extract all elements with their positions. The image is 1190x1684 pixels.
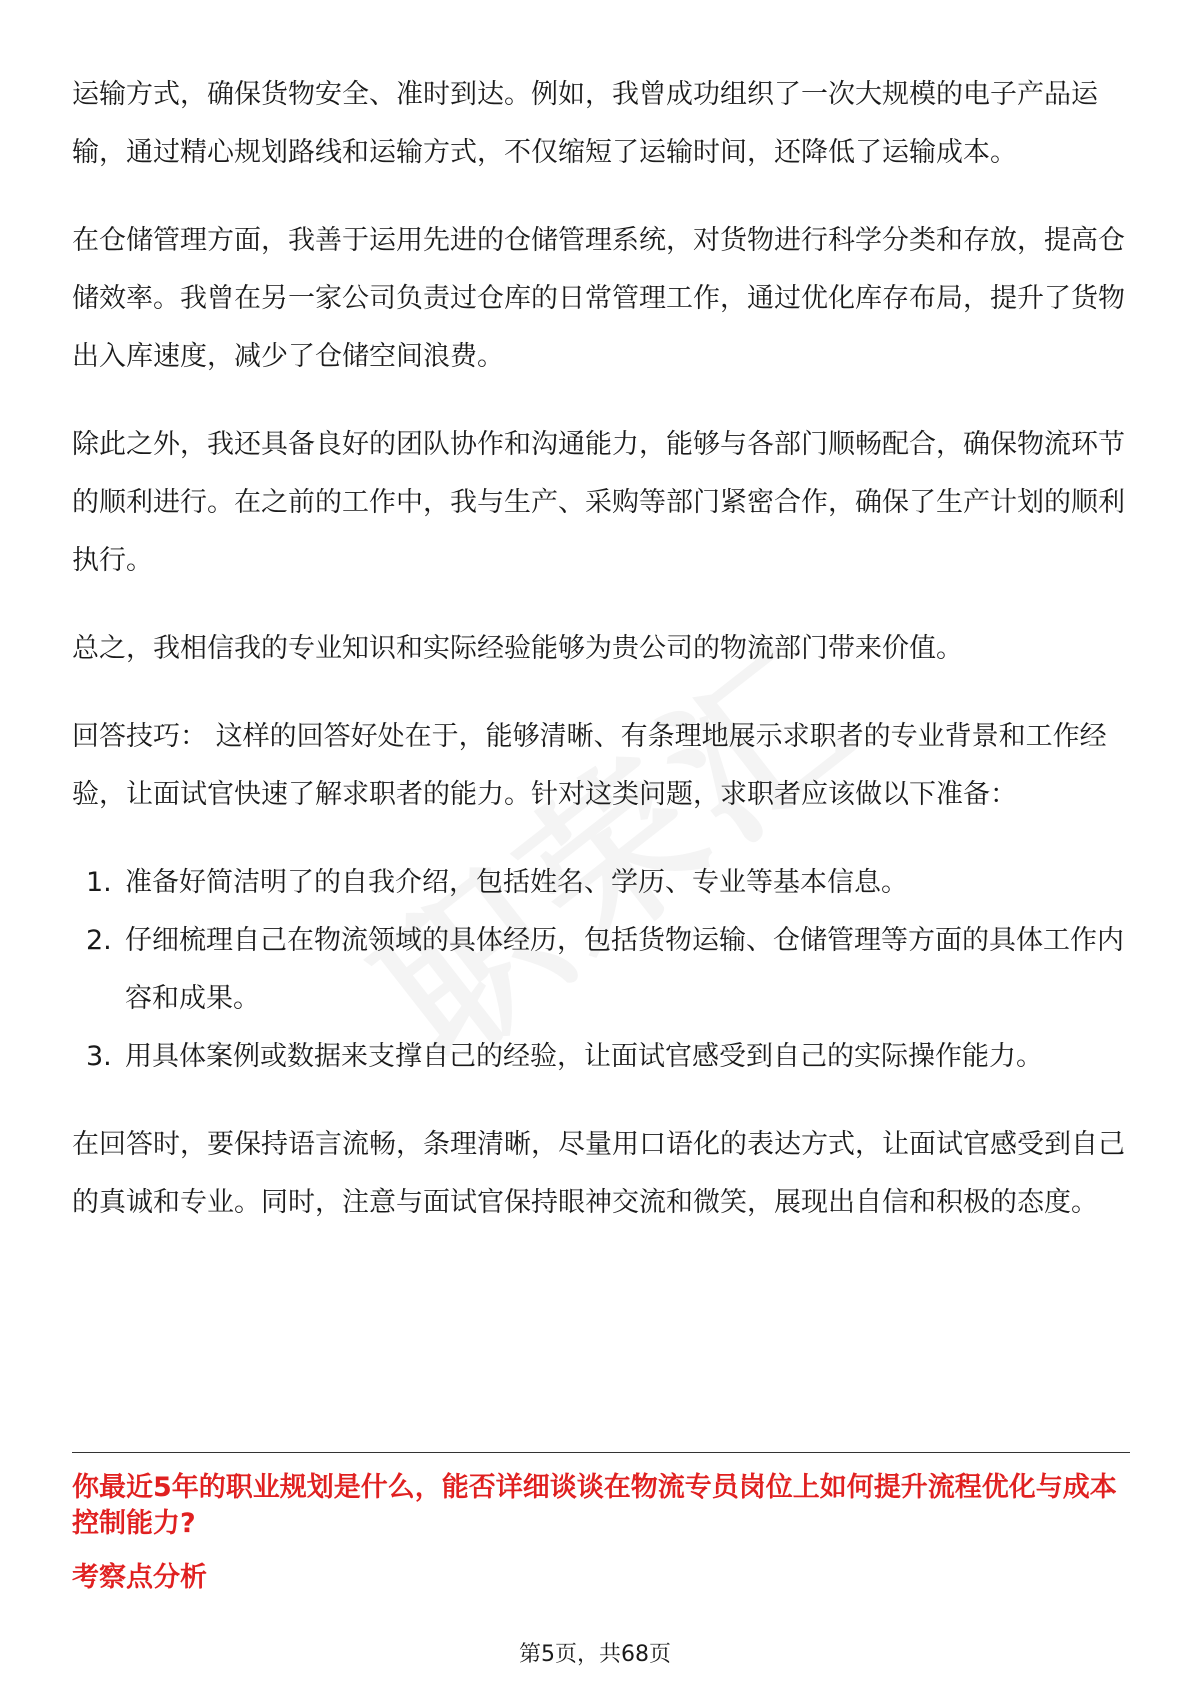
paragraph-transport: 运输方式，确保货物安全、准时到达。例如，我曾成功组织了一次大规模的电子产品运输，通过精心规划路线和运输方式，不仅缩短了运输时间，还降低了运输成本。 bbox=[72, 79, 1098, 168]
next-question-title: 你最近5年的职业规划是什么，能否详细谈谈在物流专员岗位上如何提升流程优化与成本控制能力? bbox=[72, 1472, 1117, 1539]
list-item-number: 1. bbox=[86, 867, 112, 898]
tips-list bbox=[72, 854, 1132, 1086]
paragraph-warehouse: 在仓储管理方面，我善于运用先进的仓储管理系统，对货物进行科学分类和存放，提高仓储效率。我曾在另一家公司负责过仓库的日常管理工作，通过优化库存布局，提升了货物出入库速度，减少了仓储空间浪费。 bbox=[72, 225, 1125, 372]
body-content bbox=[72, 66, 1132, 1262]
list-item bbox=[72, 854, 1132, 912]
list-item bbox=[72, 912, 1132, 1028]
page-number-footer: 第5页，共68页 bbox=[519, 1642, 671, 1667]
list-item-number: 2. bbox=[86, 925, 112, 956]
section-heading: 考察点分析 bbox=[72, 1562, 207, 1593]
section-divider bbox=[72, 1452, 1130, 1453]
paragraph-answer-tips: 回答技巧： 这样的回答好处在于，能够清晰、有条理地展示求职者的专业背景和工作经验，让面试官快速了解求职者的能力。针对这类问题，求职者应该做以下准备： bbox=[72, 721, 1107, 810]
list-item-number: 3. bbox=[86, 1041, 112, 1072]
list-item-text: 仔细梳理自己在物流领域的具体经历，包括货物运输、仓储管理等方面的具体工作内容和成果。 bbox=[125, 925, 1124, 1014]
list-item-text: 用具体案例或数据来支撑自己的经验，让面试官感受到自己的实际操作能力。 bbox=[125, 1041, 1043, 1072]
paragraph-teamwork: 除此之外，我还具备良好的团队协作和沟通能力，能够与各部门顺畅配合，确保物流环节的顺利进行。在之前的工作中，我与生产、采购等部门紧密合作，确保了生产计划的顺利执行。 bbox=[72, 429, 1125, 576]
paragraph-closing: 在回答时，要保持语言流畅，条理清晰，尽量用口语化的表达方式，让面试官感受到自己的真诚和专业。同时，注意与面试官保持眼神交流和微笑，展现出自信和积极的态度。 bbox=[72, 1129, 1125, 1218]
list-item bbox=[72, 1028, 1132, 1086]
list-item-text: 准备好简洁明了的自我介绍，包括姓名、学历、专业等基本信息。 bbox=[125, 867, 908, 898]
paragraph-summary: 总之，我相信我的专业知识和实际经验能够为贵公司的物流部门带来价值。 bbox=[72, 633, 963, 664]
